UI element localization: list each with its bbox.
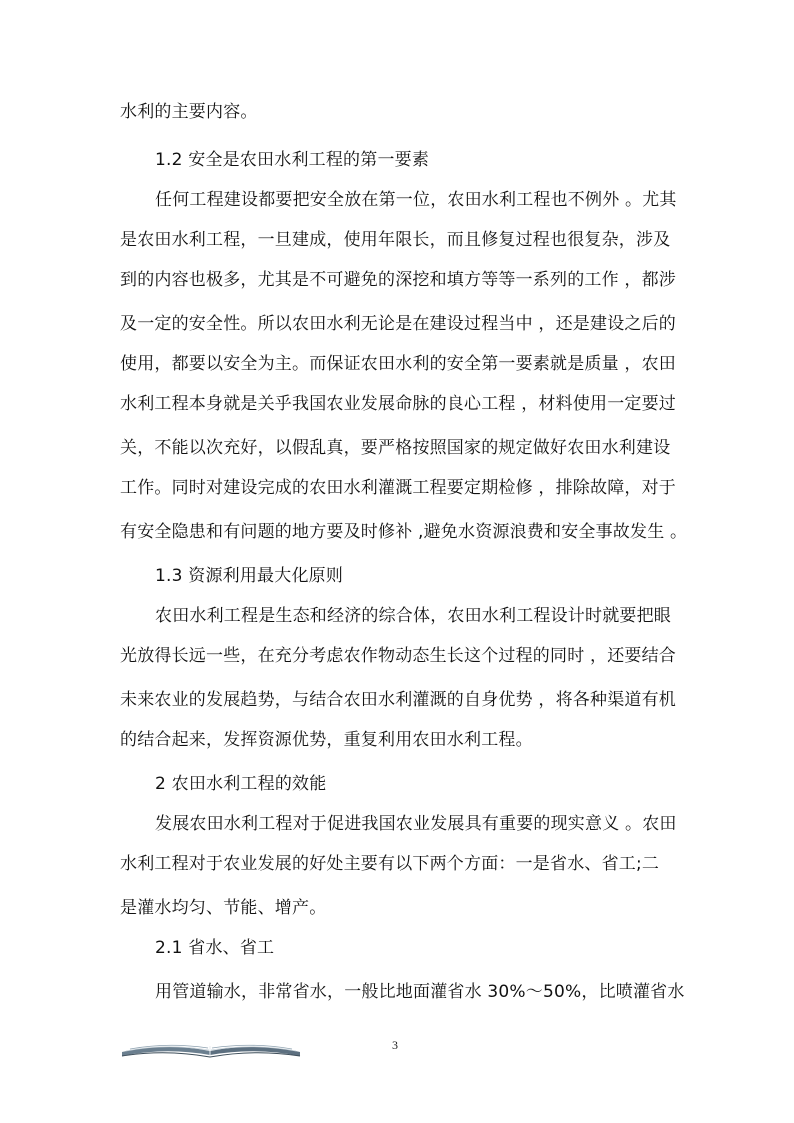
section-heading-1-3: 1.3 资源利用最大化原则 [155, 566, 344, 586]
text-line: 发展农田水利工程对于促进我国农业发展具有重要的现实意义 。农田 [155, 814, 677, 834]
text-line: 水利工程对于农业发展的好处主要有以下两个方面：一是省水、省工;二 [120, 854, 660, 874]
text-line: 水利工程本身就是关乎我国农业发展命脉的良心工程 ，材料使用一定要过 [120, 394, 677, 414]
text-line: 工作。同时对建设完成的农田水利灌溉工程要定期检修 ，排除故障，对于 [120, 478, 677, 498]
text-line: 到的内容也极多，尤其是不可避免的深挖和填方等等一系列的工作 ，都涉 [120, 270, 677, 290]
text-line: 任何工程建设都要把安全放在第一位，农田水利工程也不例外 。尤其 [155, 190, 677, 210]
section-heading-2: 2 农田水利工程的效能 [155, 774, 327, 794]
text-line: 的结合起来，发挥资源优势，重复利用农田水利工程。 [120, 730, 533, 750]
page-number: 3 [392, 1038, 398, 1052]
text-line: 及一定的安全性。所以农田水利无论是在建设过程当中 ，还是建设之后的 [120, 314, 677, 334]
text-line: 光放得长远一些，在充分考虑农作物动态生长这个过程的同时 ，还要结合 [120, 646, 677, 666]
text-line: 使用，都要以安全为主。而保证农田水利的安全第一要素就是质量 ，农田 [120, 354, 677, 374]
text-line: 是灌水均匀、节能、增产。 [120, 898, 327, 918]
text-line: 农田水利工程是生态和经济的综合体，农田水利工程设计时就要把眼 [155, 606, 671, 626]
text-line: 水利的主要内容。 [120, 102, 258, 122]
open-book-icon [120, 1036, 310, 1060]
text-line: 是农田水利工程，一旦建成，使用年限长，而且修复过程也很复杂，涉及 [120, 230, 671, 250]
text-line: 有安全隐患和有问题的地方要及时修补 ,避免水资源浪费和安全事故发生 。 [120, 522, 688, 542]
text-line: 关，不能以次充好，以假乱真，要严格按照国家的规定做好农田水利建设 [120, 438, 671, 458]
text-line: 未来农业的发展趋势，与结合农田水利灌溉的自身优势 ，将各种渠道有机 [120, 690, 677, 710]
section-heading-2-1: 2.1 省水、省工 [155, 938, 275, 958]
text-line: 用管道输水，非常省水，一般比地面灌省水 30%～50%，比喷灌省水 [155, 982, 685, 1002]
section-heading-1-2: 1.2 安全是农田水利工程的第一要素 [155, 150, 430, 170]
